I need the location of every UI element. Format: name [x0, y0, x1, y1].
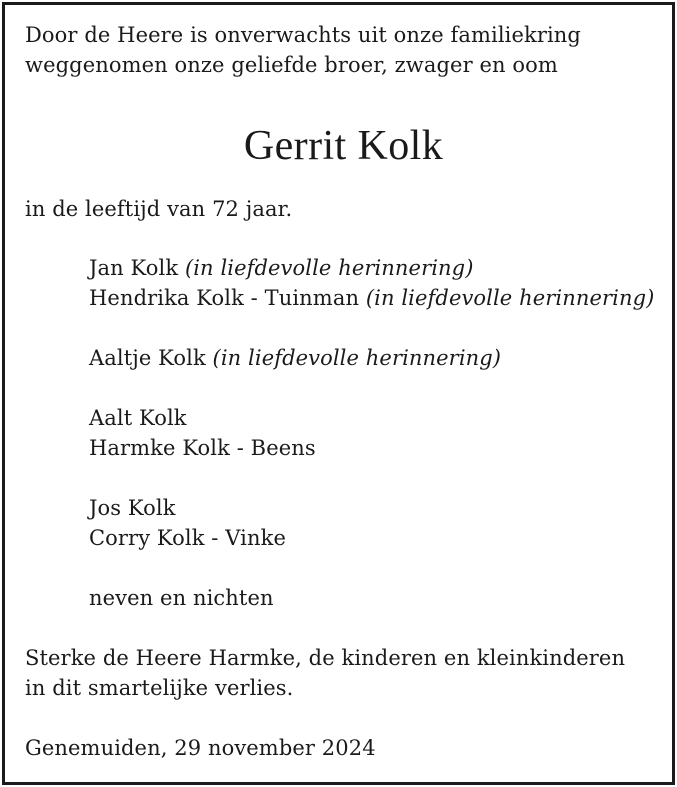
age-line: in de leeftijd van 72 jaar. — [25, 197, 293, 221]
family-member — [25, 283, 662, 313]
family-member — [25, 523, 662, 553]
closing-block — [25, 643, 662, 703]
family-member — [25, 433, 662, 463]
family-member-name: Aaltje Kolk — [89, 346, 206, 370]
family-group — [25, 493, 662, 553]
family-member-note: (in liefdevolle herinnering) — [184, 256, 474, 280]
family-member-name: Corry Kolk - Vinke — [89, 526, 286, 550]
intro-line-2: weggenomen onze geliefde broer, zwager en oom — [25, 53, 558, 77]
family-member — [25, 253, 662, 283]
deceased-name: Gerrit Kolk — [243, 123, 444, 169]
family-list — [25, 253, 662, 613]
family-group — [25, 253, 662, 313]
notice-content — [25, 20, 662, 763]
family-member-note: (in liefdevolle herinnering) — [212, 346, 502, 370]
family-member-name: Jan Kolk — [89, 256, 179, 280]
family-group — [25, 583, 662, 613]
family-member-name: Hendrika Kolk - Tuinman — [89, 286, 360, 310]
closing-line-1: Sterke de Heere Harmke, de kinderen en kleinkinderen — [25, 646, 626, 670]
family-member — [25, 493, 662, 523]
intro-line-1: Door de Heere is onverwachts uit onze familiekring — [25, 23, 581, 47]
family-member — [25, 583, 662, 613]
place-date: Genemuiden, 29 november 2024 — [25, 736, 376, 760]
family-member-note: (in liefdevolle herinnering) — [365, 286, 655, 310]
family-member-name: Jos Kolk — [89, 496, 176, 520]
family-member-name: Harmke Kolk - Beens — [89, 436, 316, 460]
family-member-name: neven en nichten — [89, 586, 274, 610]
notice-frame — [2, 2, 675, 785]
family-group — [25, 403, 662, 463]
family-member — [25, 343, 662, 373]
family-member-name: Aalt Kolk — [89, 406, 187, 430]
family-group — [25, 343, 662, 373]
family-member — [25, 403, 662, 433]
closing-line-2: in dit smartelijke verlies. — [25, 676, 294, 700]
